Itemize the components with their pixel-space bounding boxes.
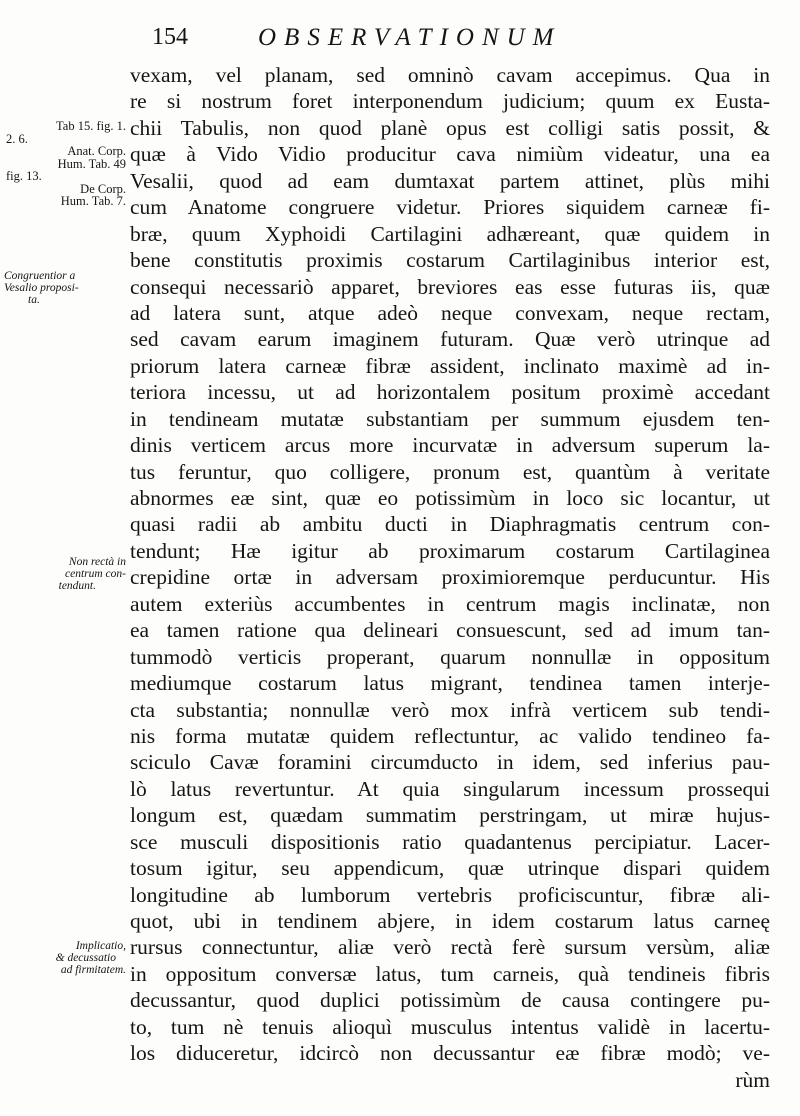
margin-note-line: Hum. Tab. 7. bbox=[60, 194, 126, 208]
body-line: nis forma mutatæ quidem reflectuntur, ac valido tendineo fa- bbox=[130, 723, 770, 748]
body-line: abnormes eæ sint, quæ eo potissimùm in loco sic locantur, ut bbox=[130, 486, 770, 510]
body-line: teriora incessu, ut ad horizontalem positum proximè accedant bbox=[130, 380, 770, 405]
body-line: Vesalii, quod ad eam dumtaxat partem attinet, plùs mihi bbox=[130, 168, 770, 193]
body-line: autem exteriùs accumbentes in centrum magis inclinatæ, non bbox=[130, 591, 770, 616]
margin-note-line: 2. 6. bbox=[6, 131, 28, 146]
body-line: re si nostrum foret interponendum judicium; quum ex Eusta- bbox=[130, 89, 770, 114]
margin-note-line: fig. 13. bbox=[6, 169, 42, 183]
margin-note-line: ad firmitatem. bbox=[60, 964, 126, 976]
margin-note-line: De Corp. bbox=[80, 181, 126, 196]
body-line: quasi radii ab ambitu ducti in Diaphragmatis centrum con- bbox=[130, 512, 770, 537]
running-head: OBSERVATIONUM bbox=[258, 24, 562, 51]
body-text bbox=[130, 62, 770, 1093]
catchword: rùm bbox=[735, 1067, 770, 1092]
margin-note-line: Congruentior a bbox=[4, 270, 76, 282]
body-line: chii Tabulis, non quod planè opus est colligi satis possit, & bbox=[130, 115, 770, 140]
body-line: in oppositum conversæ latus, tum carneis, quà tendineis fibris bbox=[130, 961, 770, 986]
body-line: cum Anatome congruere videtur. Priores siquidem carneæ fi- bbox=[130, 195, 770, 220]
margin-note-line: Implicatio, bbox=[75, 940, 126, 952]
body-line: ea tamen ratione qua delineari consuescunt, sed ad imum tan- bbox=[130, 618, 770, 643]
body-line: longitudine ab lumborum vertebris proficiscuntur, fibræ ali- bbox=[130, 882, 770, 907]
body-line: quot, ubi in tendinem abjere, in idem costarum latus carneę bbox=[130, 909, 770, 933]
margin-note-implicatio bbox=[4, 940, 126, 976]
body-line: decussantur, quod duplici potissimùm de causa contingere pu- bbox=[130, 988, 770, 1013]
body-line: bene constitutis proximis costarum Cartilaginibus interior est, bbox=[130, 248, 770, 273]
body-line: consequi necessariò apparet, breviores eas esse futuras iis, quæ bbox=[130, 274, 770, 299]
margin-note-line: ta. bbox=[28, 294, 40, 306]
body-line: rursus connectuntur, aliæ verò rectà ferè sursum versùm, aliæ bbox=[130, 935, 770, 960]
body-line: crepidine ortæ in adversam proximioremque perducuntur. His bbox=[130, 565, 770, 590]
body-line: vexam, vel planam, sed omninò cavam accepimus. Qua in bbox=[130, 63, 770, 87]
body-line: in tendineam mutatæ substantiam per summum ejusdem ten- bbox=[130, 406, 770, 431]
margin-note-line: Vesalio proposi- bbox=[4, 282, 79, 294]
margin-note-line: centrum con- bbox=[65, 568, 126, 580]
body-line: tus feruntur, quo colligere, pronum est, quantùm à veritate bbox=[130, 459, 770, 484]
body-line: bræ, quum Xyphoidi Cartilagini adhæreant, quæ quidem in bbox=[130, 221, 770, 246]
margin-note-line: & decussatio bbox=[55, 952, 116, 964]
body-line: tosum igitur, seu appendicum, quæ utrinque dispari quidem bbox=[130, 856, 770, 881]
margin-note-tables bbox=[4, 120, 126, 208]
body-line: tummodò verticis properant, quarum nonnullæ in oppositum bbox=[130, 644, 770, 669]
body-line: sed cavam earum imaginem futuram. Quæ verò utrinque ad bbox=[130, 327, 770, 352]
margin-note-non-recta bbox=[4, 556, 126, 592]
margin-note-congruentior bbox=[4, 270, 126, 306]
margin-note-line: Tab 15. fig. 1. bbox=[56, 119, 126, 133]
margin-note-line: Hum. Tab. 49 bbox=[57, 156, 126, 171]
body-line: quæ à Vido Vidio producitur cava nimiùm videatur, una ea bbox=[130, 142, 770, 167]
body-line: cta substantia; nonnullæ verò mox infrà verticem sub tendi- bbox=[130, 697, 770, 722]
body-line: priorum latera carneæ fibræ assident, inclinato maximè ad in- bbox=[130, 353, 770, 378]
body-line: mediumque costarum latus migrant, tendinea tamen interje- bbox=[130, 671, 770, 696]
body-line: longum est, quædam summatim perstringam, ut miræ hujus- bbox=[130, 803, 770, 828]
margin-note-line: tendunt. bbox=[58, 580, 96, 592]
body-line: sce musculi dispositionis ratio quadantenus percipiatur. Lacer- bbox=[130, 829, 770, 854]
margin-note-line: Non rectà in bbox=[68, 556, 126, 568]
page-number: 154 bbox=[152, 24, 188, 50]
body-line: to, tum nè tenuis alioquì musculus intentus validè in lacertu- bbox=[130, 1014, 770, 1039]
margin-note-line: Anat. Corp. bbox=[67, 144, 126, 158]
body-line: ad latera sunt, atque adeò neque convexam, neque rectam, bbox=[130, 300, 770, 325]
body-line: dinis verticem arcus more incurvatæ in adversum superum la- bbox=[130, 433, 770, 458]
body-line: sciculo Cavæ foramini circumducto in idem, sed inferius pau- bbox=[130, 750, 770, 775]
body-line: tendunt; Hæ igitur ab proximarum costarum Cartilaginea bbox=[130, 538, 770, 563]
body-line: los diduceretur, idcircò non decussantur eæ fibræ modò; ve- bbox=[130, 1041, 770, 1066]
body-line: lò latus revertuntur. At quia singularum incessum prossequi bbox=[130, 776, 770, 801]
